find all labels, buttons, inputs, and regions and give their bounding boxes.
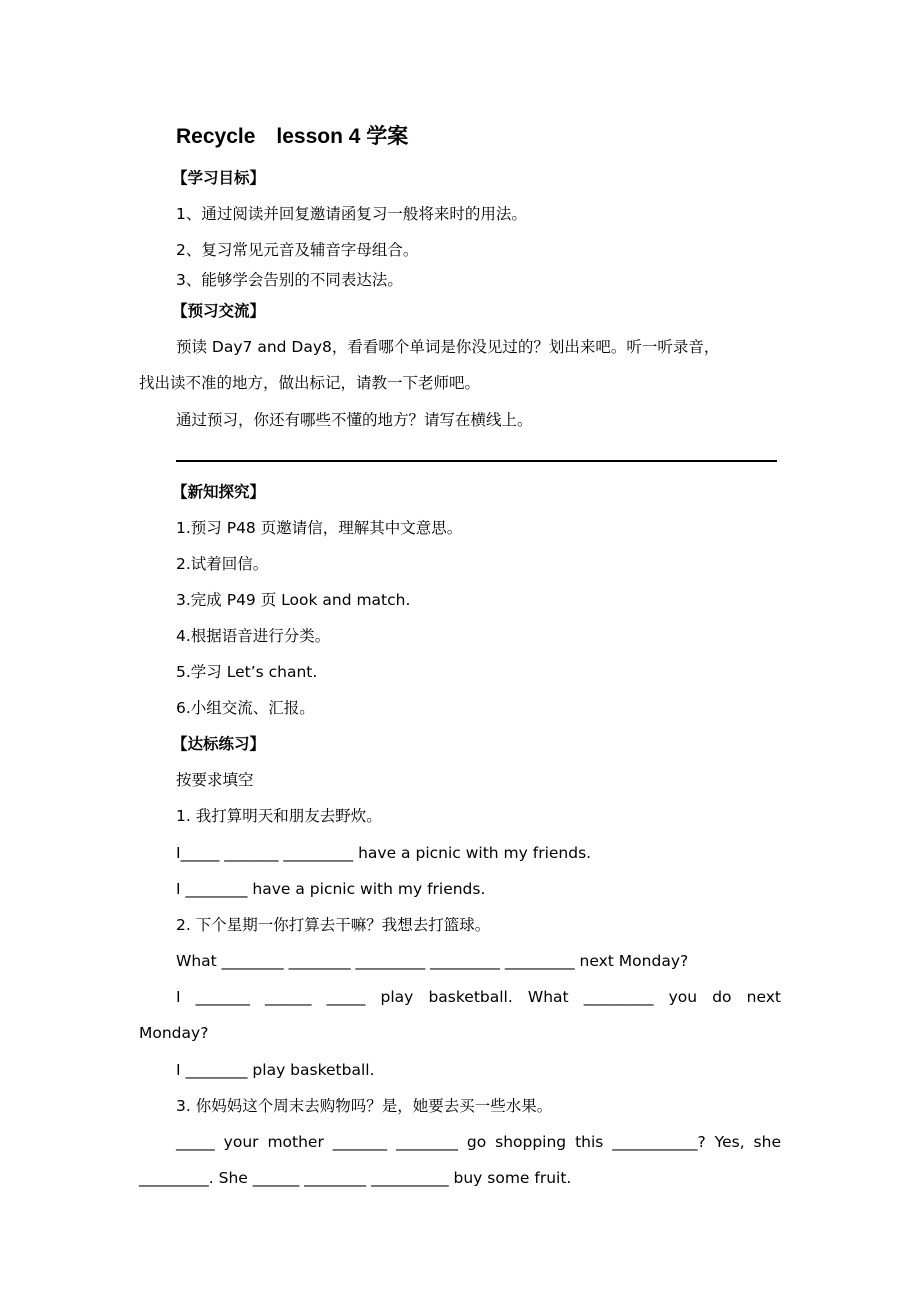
fill-blank-line: _________. She ______ ________ __________ buy some fruit. <box>139 1169 572 1187</box>
practice-instruction: 按要求填空 <box>176 771 254 789</box>
goal-item: 3、能够学会告别的不同表达法。 <box>176 271 403 289</box>
preview-prompt: 通过预习，你还有哪些不懂的地方？请写在横线上。 <box>176 411 533 429</box>
explore-item: 3.完成 P49 页 Look and match. <box>176 591 411 609</box>
goal-item: 2、复习常见元音及辅音字母组合。 <box>176 241 419 259</box>
question-prompt: 1. 我打算明天和朋友去野炊。 <box>176 807 382 825</box>
preview-paragraph-line: 预读 Day7 and Day8，看看哪个单词是你没见过的？划出来吧。听一听录音， <box>176 338 720 356</box>
explore-item: 2.试着回信。 <box>176 555 269 573</box>
fill-blank-line: I _______ ______ _____ play basketball. What _________ you do next <box>176 988 781 1006</box>
preview-paragraph-line: 找出读不准的地方，做出标记，请教一下老师吧。 <box>139 374 481 392</box>
page-title: Recycle lesson 4 学案 <box>176 125 409 148</box>
fill-blank-line: I_____ _______ _________ have a picnic with my friends. <box>176 844 592 862</box>
question-prompt: 3. 你妈妈这个周末去购物吗？是，她要去买一些水果。 <box>176 1097 553 1115</box>
practice-heading: 【达标练习】 <box>172 735 266 753</box>
answer-line[interactable] <box>176 460 777 462</box>
explore-item: 5.学习 Let’s chant. <box>176 663 318 681</box>
fill-blank-line: What ________ ________ _________ _________ _________ next Monday? <box>176 952 689 970</box>
explore-heading: 【新知探究】 <box>172 483 266 501</box>
fill-blank-line: I ________ have a picnic with my friends. <box>176 880 486 898</box>
goals-heading: 【学习目标】 <box>172 169 266 187</box>
fill-blank-line: Monday? <box>139 1024 209 1042</box>
explore-item: 4.根据语音进行分类。 <box>176 627 331 645</box>
fill-blank-line: _____ your mother _______ ________ go shopping this ___________? Yes, she <box>176 1133 781 1151</box>
goal-item: 1、通过阅读并回复邀请函复习一般将来时的用法。 <box>176 205 527 223</box>
fill-blank-line: I ________ play basketball. <box>176 1061 375 1079</box>
question-prompt: 2. 下个星期一你打算去干嘛？我想去打篮球。 <box>176 916 491 934</box>
explore-item: 6.小组交流、汇报。 <box>176 699 315 717</box>
explore-item: 1.预习 P48 页邀请信，理解其中文意思。 <box>176 519 463 537</box>
preview-heading: 【预习交流】 <box>172 302 266 320</box>
